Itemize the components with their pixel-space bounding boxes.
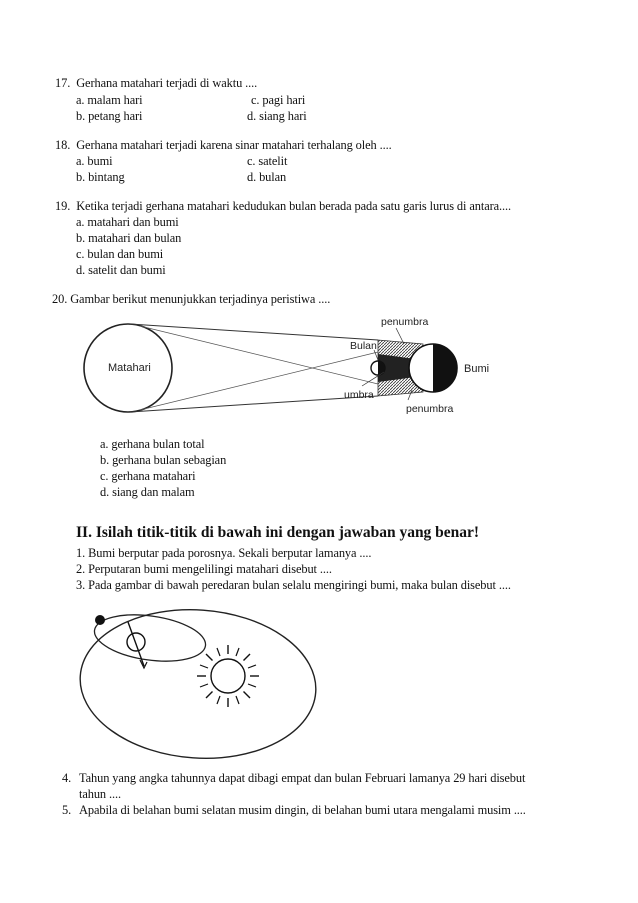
q18-text: 18. Gerhana matahari terjadi karena sinar matahari terhalang oleh .... bbox=[55, 138, 392, 152]
label-penumbra-bottom: penumbra bbox=[406, 403, 454, 415]
section2-item-5-text: Apabila di belahan bumi selatan musim dingin, di belahan bumi utara mengalami musim .... bbox=[79, 803, 526, 817]
q20-option-a[interactable]: a. gerhana bulan total bbox=[100, 437, 205, 451]
section2-item-5-number: 5. bbox=[62, 803, 72, 817]
moon-orbit-diagram bbox=[78, 604, 378, 764]
q19-option-b[interactable]: b. matahari dan bulan bbox=[76, 231, 182, 245]
q17-option-a[interactable]: a. malam hari bbox=[76, 93, 143, 107]
q19-option-d[interactable]: d. satelit dan bumi bbox=[76, 263, 166, 277]
section2-item-4-text: Tahun yang angka tahunnya dapat dibagi empat dan bulan Februari lamanya 29 hari disebut bbox=[79, 771, 526, 785]
section2-item-4-continued: tahun .... bbox=[79, 787, 122, 801]
section2-item-4-number: 4. bbox=[62, 771, 72, 785]
q19-option-a[interactable]: a. matahari dan bumi bbox=[76, 215, 179, 229]
q17-option-d[interactable]: d. siang hari bbox=[247, 109, 307, 123]
section2-title: II. Isilah titik-titik di bawah ini dengan jawaban yang benar! bbox=[76, 524, 480, 541]
q18-option-b[interactable]: b. bintang bbox=[76, 170, 125, 184]
q20-option-b[interactable]: b. gerhana bulan sebagian bbox=[100, 453, 227, 467]
q17-text: 17. Gerhana matahari terjadi di waktu .... bbox=[55, 76, 258, 90]
moon-shape bbox=[95, 615, 105, 625]
label-bulan: Bulan bbox=[350, 340, 377, 352]
q20-text: 20. Gambar berikut menunjukkan terjadinya peristiwa .... bbox=[52, 292, 331, 306]
q19-option-c[interactable]: c. bulan dan bumi bbox=[76, 247, 164, 261]
q18-option-d[interactable]: d. bulan bbox=[247, 170, 287, 184]
q17-option-c[interactable]: c. pagi hari bbox=[251, 93, 306, 107]
q18-option-a[interactable]: a. bumi bbox=[76, 154, 113, 168]
lunar-eclipse-diagram bbox=[78, 312, 498, 424]
label-matahari: Matahari bbox=[108, 362, 151, 374]
q18-option-c[interactable]: c. satelit bbox=[247, 154, 288, 168]
label-penumbra-top: penumbra bbox=[381, 316, 429, 328]
section2-item-1: 1. Bumi berputar pada porosnya. Sekali berputar lamanya .... bbox=[76, 546, 372, 560]
q17-option-b[interactable]: b. petang hari bbox=[76, 109, 143, 123]
q20-option-d[interactable]: d. siang dan malam bbox=[100, 485, 195, 499]
q19-text: 19. Ketika terjadi gerhana matahari kedudukan bulan berada pada satu garis lurus di antara.... bbox=[55, 199, 512, 213]
q20-option-c[interactable]: c. gerhana matahari bbox=[100, 469, 196, 483]
section2-item-3: 3. Pada gambar di bawah peredaran bulan selalu mengiringi bumi, maka bulan disebut .... bbox=[76, 578, 511, 592]
label-bumi: Bumi bbox=[464, 363, 490, 375]
section2-item-2: 2. Perputaran bumi mengelilingi matahari disebut .... bbox=[76, 562, 332, 576]
sun-shape bbox=[197, 645, 259, 707]
label-umbra: umbra bbox=[344, 389, 374, 401]
